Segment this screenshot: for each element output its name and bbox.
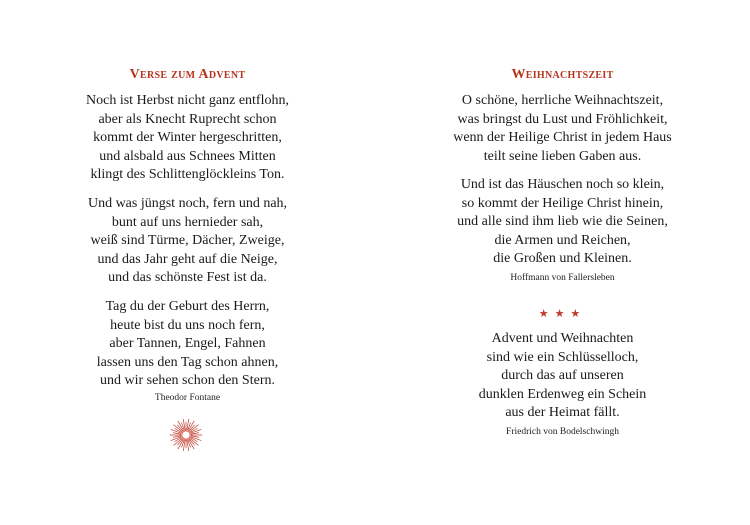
poem-line: wenn der Heilige Christ in jedem Haus: [453, 130, 672, 146]
left-poem-title: Verse zum Advent: [129, 67, 246, 82]
poem-line: dunklen Erdenweg ein Schein: [478, 386, 647, 402]
poem-line: kommt der Winter hergeschritten,: [93, 130, 282, 146]
poem-line: aber Tannen, Engel, Fahnen: [109, 336, 266, 352]
left-poem-author: Theodor Fontane: [154, 393, 221, 403]
right-quote-author: Friedrich von Bodelschwingh: [506, 427, 619, 437]
poem-line: und alsbald aus Schnees Mitten: [99, 148, 276, 164]
star-divider-icon: ★★★: [538, 308, 587, 320]
left-author-block: [0, 391, 375, 405]
left-stanza-2: [0, 195, 375, 288]
poem-line: Tag du der Geburt des Herrn,: [105, 299, 270, 314]
poem-line: so kommt der Heilige Christ hinein,: [461, 195, 664, 211]
poem-line: aus der Heimat fällt.: [505, 405, 620, 421]
right-poem-author: Hoffmann von Fallersleben: [510, 273, 615, 283]
poem-line: bunt auf uns hernieder sah,: [111, 214, 264, 230]
poem-line: O schöne, herrliche Weihnachtszeit,: [461, 93, 664, 108]
poem-line: weiß sind Türme, Dächer, Zweige,: [90, 233, 285, 249]
right-author-block: [375, 271, 750, 285]
right-stanza-3: [375, 330, 750, 423]
poem-line: durch das auf unseren: [501, 368, 624, 384]
poem-line: klingt des Schlittenglöckleins Ton.: [90, 167, 285, 183]
poem-line: Und was jüngst noch, fern und nah,: [87, 196, 288, 211]
poem-line: und das schönste Fest ist da.: [108, 270, 267, 286]
sun-icon: [169, 418, 203, 452]
poem-line: was bringst du Lust und Fröhlichkeit,: [457, 111, 668, 127]
poem-line: und das Jahr geht auf die Neige,: [97, 251, 278, 267]
poem-line: teilt seine lieben Gaben aus.: [483, 148, 642, 164]
right-author-2-block: [375, 425, 750, 439]
poem-line: aber als Knecht Ruprecht schon: [98, 111, 277, 127]
poem-line: Noch ist Herbst nicht ganz entflohn,: [86, 93, 289, 108]
right-stanza-1: [375, 92, 750, 166]
poem-line: Advent und Weihnachten: [491, 331, 634, 346]
poem-line: heute bist du uns noch fern,: [110, 317, 265, 333]
right-poem-title-block: [375, 66, 750, 84]
right-poem-title: Weihnachtszeit: [511, 67, 614, 82]
right-page: [375, 0, 750, 525]
poem-line: und wir sehen schon den Stern.: [100, 373, 275, 389]
poem-line: die Armen und Reichen,: [494, 232, 631, 248]
poem-line: Und ist das Häuschen noch so klein,: [460, 177, 665, 192]
poem-line: die Großen und Kleinen.: [493, 251, 632, 267]
stars-divider-block: [375, 304, 750, 322]
poem-line: sind wie ein Schlüsselloch,: [486, 349, 639, 365]
left-stanza-1: [0, 92, 375, 185]
poem-line: und alle sind ihm lieb wie die Seinen,: [457, 214, 668, 230]
left-poem-title-block: [0, 66, 375, 84]
left-stanza-3: [0, 298, 375, 391]
right-stanza-2: [375, 176, 750, 269]
poem-line: lassen uns den Tag schon ahnen,: [96, 354, 279, 370]
